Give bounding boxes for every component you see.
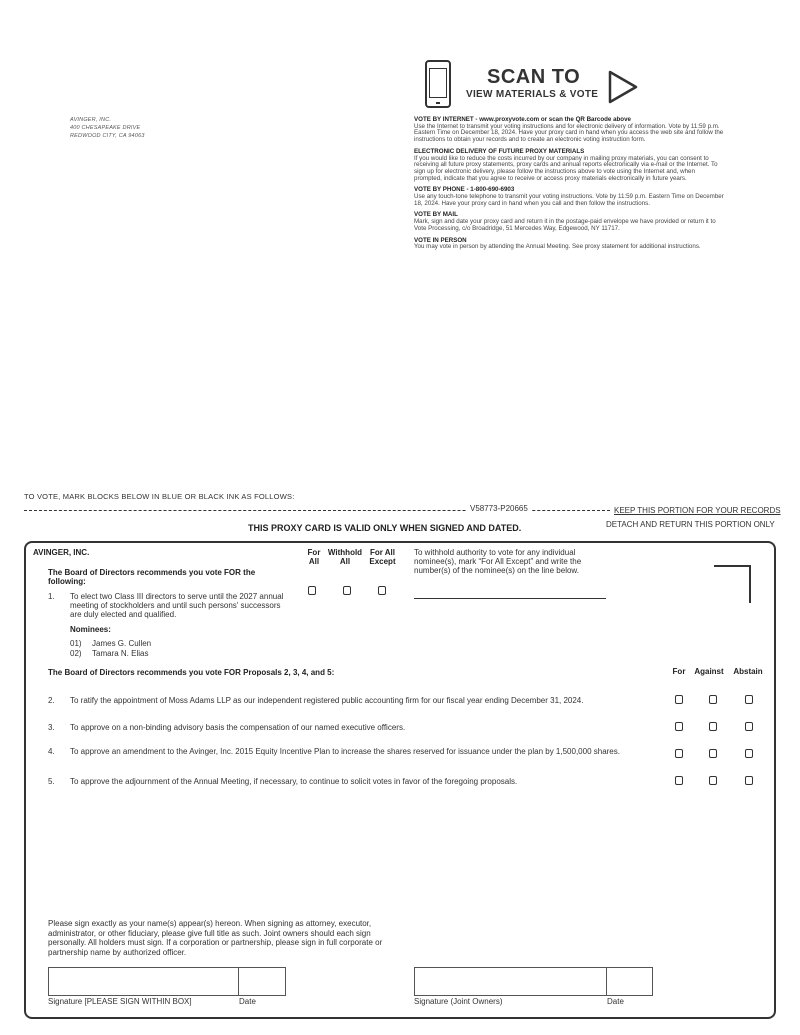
mailing-address bbox=[70, 116, 145, 140]
checkbox-for-all[interactable] bbox=[308, 586, 316, 595]
nominee-1-name: James G. Cullen bbox=[92, 639, 152, 648]
keep-portion-label: KEEP THIS PORTION FOR YOUR RECORDS bbox=[614, 506, 781, 515]
col-header-abstain: Abstain bbox=[733, 667, 763, 676]
detach-portion-label: DETACH AND RETURN THIS PORTION ONLY bbox=[606, 520, 775, 529]
proposal-5-text: To approve the adjournment of the Annual Meeting, if necessary, to continue to solicit votes in favor of the foregoing proposals. bbox=[70, 777, 518, 786]
proposal-2-abstain-checkbox[interactable] bbox=[745, 695, 753, 704]
joint-date-label: Date bbox=[607, 997, 624, 1006]
joint-signature-date-divider bbox=[606, 967, 607, 996]
instruction-heading-mail: VOTE BY MAIL bbox=[414, 211, 458, 219]
proposal-2-against-checkbox[interactable] bbox=[709, 695, 717, 704]
proposal-1-number: 1. bbox=[48, 592, 55, 601]
signature-box[interactable] bbox=[48, 967, 286, 996]
to-vote-instruction: TO VOTE, MARK BLOCKS BELOW IN BLUE OR BLACK INK AS FOLLOWS: bbox=[24, 492, 295, 501]
card-company-name: AVINGER, INC. bbox=[33, 548, 90, 557]
phone-icon bbox=[425, 60, 451, 108]
nominee-2-number: 02) bbox=[70, 649, 82, 658]
nominee-1-number: 01) bbox=[70, 639, 82, 648]
scan-title: SCAN TO bbox=[487, 66, 581, 88]
instruction-body-electronic: If you would like to reduce the costs incurred by our company in mailing proxy materials, you can consent to receiving all future proxy statements, proxy cards and annual reports electronically via e-mail or the Internet. To sign up for electronic delivery, please follow the instructions above to vote using the Internet and, when prompted, indicate that you agree to receive or access proxy materials electronically in future years. bbox=[414, 154, 718, 182]
signature-label: Signature [PLEASE SIGN WITHIN BOX] bbox=[48, 997, 192, 1006]
signature-date-divider bbox=[238, 967, 239, 996]
proposal-4-against-checkbox[interactable] bbox=[709, 749, 717, 758]
nominee-number-line[interactable] bbox=[414, 598, 606, 599]
col-header-against: Against bbox=[694, 667, 724, 676]
col-header-withhold-all: Withhold All bbox=[327, 548, 363, 566]
checkbox-withhold-all[interactable] bbox=[343, 586, 351, 595]
proposal-1-text: To elect two Class III directors to serve until the 2027 annual meeting of stockholders and until such persons' successors are duly elected and qualified. bbox=[70, 592, 284, 619]
instruction-body-mail: Mark, sign and date your proxy card and return it in the postage-paid envelope we have provided or return it to Vote Processing, c/o Broadridge, 51 Mercedes Way, Edgewood, NY 11717. bbox=[414, 218, 716, 232]
proposal-4-text: To approve an amendment to the Avinger, Inc. 2015 Equity Incentive Plan to increase the shares reserved for issuance under the plan by 1,500,000 shares. bbox=[70, 747, 620, 756]
proposal-3-number: 3. bbox=[48, 723, 55, 732]
nominees-label: Nominees: bbox=[70, 625, 111, 634]
valid-notice: THIS PROXY CARD IS VALID ONLY WHEN SIGNED AND DATED. bbox=[248, 523, 522, 533]
instruction-heading-person: VOTE IN PERSON bbox=[414, 236, 467, 244]
col-header-for-all-except: For All Except bbox=[369, 548, 396, 566]
play-arrow-icon bbox=[608, 70, 638, 104]
corner-mark bbox=[714, 565, 751, 603]
proposal-5-number: 5. bbox=[48, 777, 55, 786]
instruction-heading-phone: VOTE BY PHONE - 1-800-690-6903 bbox=[414, 186, 515, 194]
address-line-3: REDWOOD CITY, CA 94063 bbox=[70, 133, 145, 139]
proposal-5-abstain-checkbox[interactable] bbox=[745, 776, 753, 785]
proposal-5-against-checkbox[interactable] bbox=[709, 776, 717, 785]
scan-subtitle: VIEW MATERIALS & VOTE bbox=[466, 89, 599, 100]
control-code: V58773-P20665 bbox=[466, 504, 532, 513]
proposal-4-abstain-checkbox[interactable] bbox=[745, 749, 753, 758]
sign-instructions: Please sign exactly as your name(s) appear(s) hereon. When signing as attorney, executor, administrator, or other fiduciary, please give full title as such. Joint owners should each sign personally. All holders must sign. If a corporation or partnership, please sign in full corporate or partnership name by authorized officer. bbox=[48, 919, 383, 957]
joint-signature-box[interactable] bbox=[414, 967, 653, 996]
proposal-3-against-checkbox[interactable] bbox=[709, 722, 717, 731]
joint-signature-label: Signature (Joint Owners) bbox=[414, 997, 503, 1006]
instruction-body-phone: Use any touch-tone telephone to transmit your voting instructions. Vote by 11:59 p.m. Eastern Time on December 18, 2024. Have your proxy card in hand when you call and then follow the instructions. bbox=[414, 193, 724, 207]
proposal-3-for-checkbox[interactable] bbox=[675, 722, 683, 731]
col-header-for: For bbox=[672, 667, 686, 676]
voting-instructions bbox=[414, 117, 724, 251]
withhold-note: To withhold authority to vote for any individual nominee(s), mark “For All Except” and write the number(s) of the nominee(s) on the line below. bbox=[414, 548, 582, 575]
proposal-4-for-checkbox[interactable] bbox=[675, 749, 683, 758]
date-label: Date bbox=[239, 997, 256, 1006]
recommend-heading-1: The Board of Directors recommends you vote FOR the following: bbox=[48, 568, 256, 586]
proposal-2-text: To ratify the appointment of Moss Adams LLP as our independent registered public accounting firm for our fiscal year ending December 31, 2024. bbox=[70, 696, 584, 705]
proposal-3-text: To approve on a non-binding advisory basis the compensation of our named executive officers. bbox=[70, 723, 406, 732]
instruction-heading-internet: VOTE BY INTERNET - www.proxyvote.com or scan the QR Barcode above bbox=[414, 116, 631, 123]
proposal-4-number: 4. bbox=[48, 747, 55, 756]
instruction-body-person: You may vote in person by attending the Annual Meeting. See proxy statement for additional instructions. bbox=[414, 243, 701, 251]
proposal-2-for-checkbox[interactable] bbox=[675, 695, 683, 704]
address-line-2: 400 CHESAPEAKE DRIVE bbox=[70, 125, 141, 131]
col-header-for-all: For All bbox=[307, 548, 321, 566]
recommend-heading-2: The Board of Directors recommends you vote FOR Proposals 2, 3, 4, and 5: bbox=[48, 668, 335, 677]
nominee-2-name: Tamara N. Elias bbox=[92, 649, 149, 658]
proposal-2-number: 2. bbox=[48, 696, 55, 705]
proposal-3-abstain-checkbox[interactable] bbox=[745, 722, 753, 731]
checkbox-for-all-except[interactable] bbox=[378, 586, 386, 595]
proposal-5-for-checkbox[interactable] bbox=[675, 776, 683, 785]
address-line-1: AVINGER, INC. bbox=[70, 117, 112, 123]
instruction-body-internet: Use the Internet to transmit your voting instructions and for electronic delivery of information. Vote by 11:59 p.m. Eastern Time on December 18, 2024. Have your proxy card in hand when you access the web site and follow the instructions to obtain your records and to create an electronic voting instruction form. bbox=[414, 122, 724, 144]
instruction-heading-electronic: ELECTRONIC DELIVERY OF FUTURE PROXY MATERIALS bbox=[414, 147, 585, 155]
